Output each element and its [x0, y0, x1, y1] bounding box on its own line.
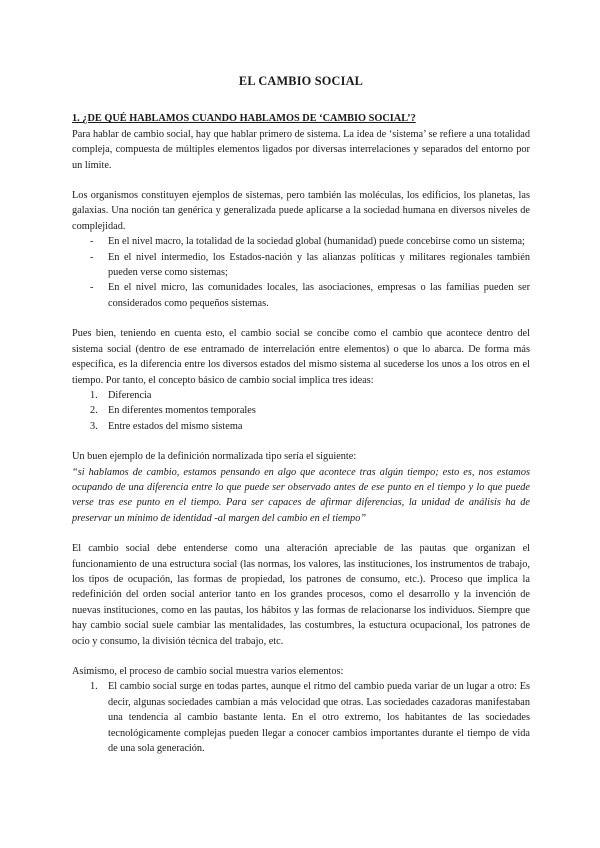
list-item: 2. En diferentes momentos temporales	[90, 405, 256, 417]
list-item: - En el nivel intermedio, los Estados-nación y las alianzas políticas y militares regionales también pueden verse como sistemas;	[72, 250, 530, 281]
paragraph-system-definition: Para hablar de cambio social, hay que hablar primero de sistema. La idea de ‘sistema’ se refiere a una totalidad compleja, compuesta de múltiples elementos ligados por diversas interrelaciones y separados del entorno por un límite.	[72, 128, 530, 171]
list-item: - En el nivel micro, las comunidades locales, las asociaciones, empresas o las familias pueden ser considerados como pequeños sistemas.	[72, 280, 530, 311]
list-item: 3. Entre estados del mismo sistema	[90, 420, 243, 432]
ideas-list	[72, 388, 530, 434]
elements-list	[72, 679, 530, 756]
paragraph-example-intro: Un buen ejemplo de la definición normalizada tipo sería el siguiente:	[72, 451, 357, 463]
list-item: 1. Diferencia	[90, 389, 152, 401]
paragraph-elements-intro: Asimismo, el proceso de cambio social muestra varios elementos:	[72, 666, 344, 677]
list-item: 1. El cambio social surge en todas partes, aunque el ritmo del cambio pueda variar de un lugar a otro: Es decir, algunas sociedades cambian a más velocidad que otras. Las sociedades cazadoras manifestaban una tendencia al cambio bastante lenta. En el otro extremo, los habitantes de las sociedades tecnológicamente complejas pueden llegar a conocer cambios importantes durante el tiempo de vida de una sola generación.	[90, 681, 530, 755]
levels-list	[72, 234, 530, 311]
definition-quote: “si hablamos de cambio, estamos pensando en algo que acontece tras algún tiempo; esto es, nos estamos ocupando de una diferencia entre lo que puede ser observado antes de ese punto en el tiempo y lo que puede verse tras ese punto en el tiempo. Para ser capaces de afirmar diferencias, la unidad de análisis ha de preservar un mínimo de identidad -al margen del cambio en el tiempo”	[72, 466, 530, 524]
paragraph-system-examples: Los organismos constituyen ejemplos de sistemas, pero también las moléculas, los edificios, los planetas, las galaxias. Una noción tan genérica y generalizada puede aplicarse a la sociedad humana en diversos niveles de complejidad.	[72, 190, 530, 232]
section-heading: 1. ¿DE QUÉ HABLAMOS CUANDO HABLAMOS DE ‘CAMBIO SOCIAL’?	[72, 113, 416, 125]
list-item: - En el nivel macro, la totalidad de la sociedad global (humanidad) puede concebirse como un sistema;	[72, 234, 530, 249]
paragraph-social-change-concept: Pues bien, teniendo en cuenta esto, el cambio social se concibe como el cambio que acontece dentro del sistema social (dentro de ese entramado de interrelación entre elementos) o que lo abarca. De forma más específica, es la diferencia entre los diversos estados del mismo sistema al sucederse los unos a los otros en el tiempo. Por tanto, el concepto básico de cambio social implica tres ideas:	[72, 328, 530, 386]
document-title: EL CAMBIO SOCIAL	[238, 74, 364, 88]
paragraph-social-change-alteration: El cambio social debe entenderse como una alteración apreciable de las pautas que organizan el funcionamiento de una estructura social (las normas, los valores, las instituciones, los instrumentos de trabajo, los tipos de ocupación, las formas de propiedad, los patrones de consumo, etc.). Proceso que implica la redefinición del orden social anterior tanto en los grandes procesos, como el desarrollo y la invención de nuevas instituciones, como en las pautas, los hábitos y las formas de relacionarse los individuos. Siempre que hay cambio social suele cambiar las mentalidades, las costumbres, la estuctura ocupacional, los patrones de ocio y consumo, la división técnica del trabajo, etc.	[72, 543, 530, 647]
